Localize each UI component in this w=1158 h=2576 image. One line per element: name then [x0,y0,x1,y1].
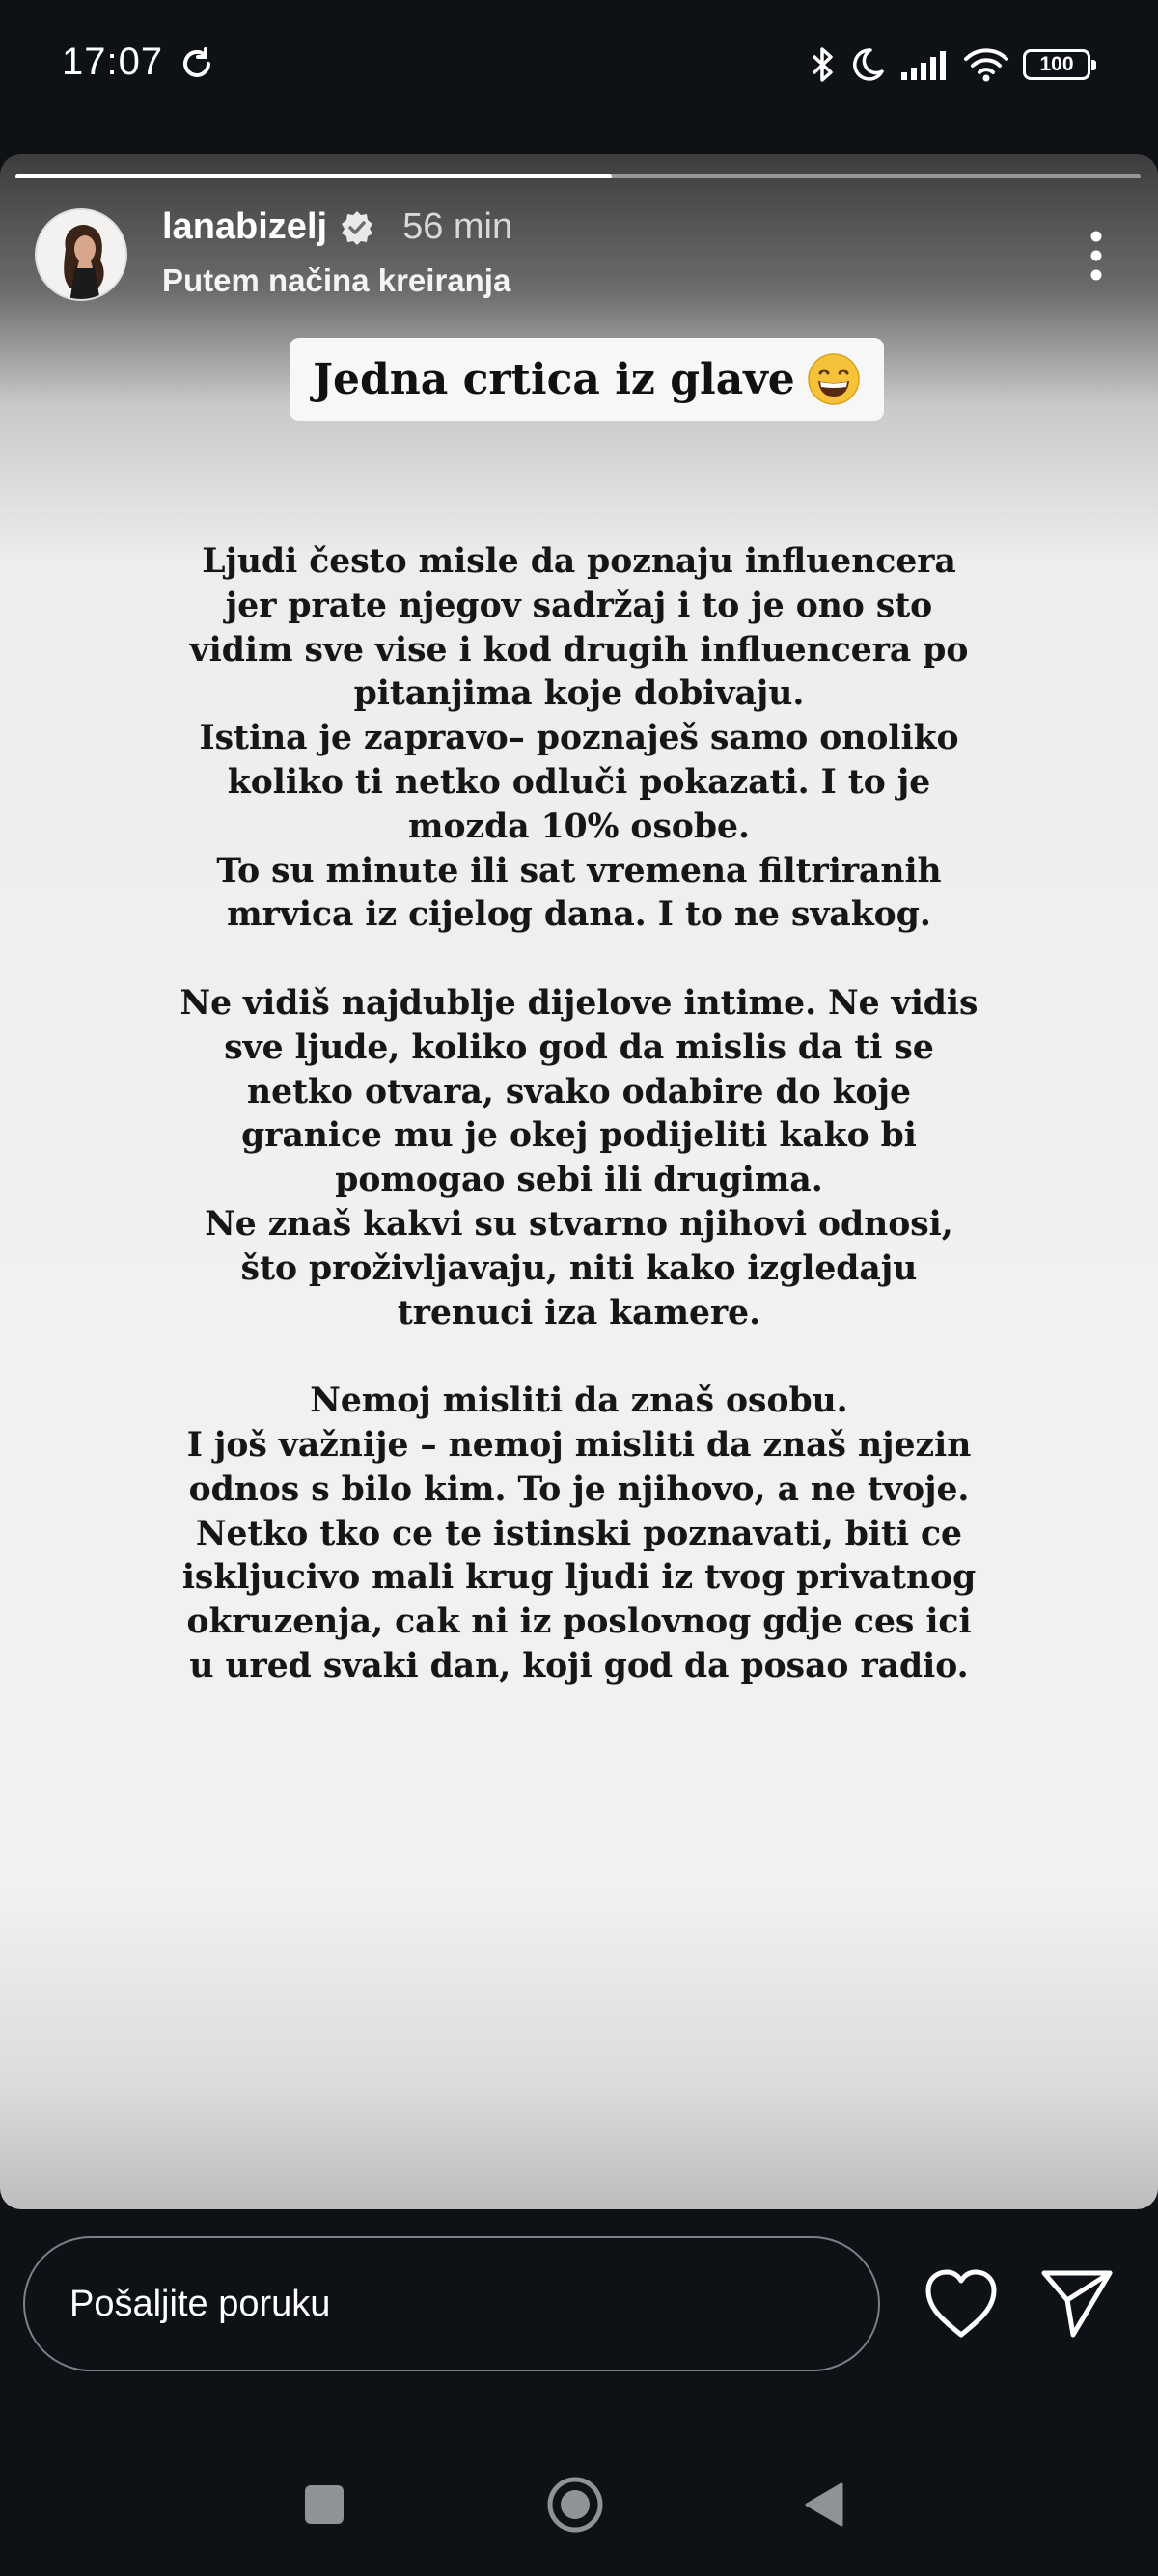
story-card[interactable] [0,154,1158,2209]
story-subtitle[interactable]: Putem načina kreiranja [162,262,511,298]
battery-icon [1023,49,1090,80]
status-bar [0,0,1158,135]
sync-icon [179,46,214,81]
username[interactable]: lanabizelj [162,206,328,247]
story-header [162,206,512,248]
back-icon[interactable] [803,2481,845,2528]
status-time: 17:07 [62,41,164,83]
battery-level: 100 [1039,53,1074,75]
send-icon[interactable] [1040,2265,1114,2339]
signal-icon [899,49,950,80]
story-paragraph: Ne vidiš najdublje dijelove intime. Ne vidis sve ljude, koliko god da mislis da ti se netko otvara, svako odabire do koje granice mu je okej podijeliti kako bi pomogao sebi ili drugima. Ne znaš kakvi su stvarno njihovi odnosi, što proživljavaju, niti kako izgledaju trenuci iza kamere. [179,983,979,1332]
story-progress-bar [15,174,1141,178]
grinning-face-icon [807,352,861,406]
story-paragraph: Nemoj misliti da znaš osobu. I još važnije – nemoj misliti da znaš njezin odnos s bilo kim. To je njihovo, a ne tvoje. Netko tko ce te istinski poznavati, biti ce iskljucivo mali krug ljudi iz tvog privatnog okruzenja, cak ni iz poslovnog gdje ces ici u ured svaki dan, koji god da posao radio. [181,1382,977,1685]
home-icon[interactable] [546,2476,604,2534]
avatar[interactable] [35,208,127,301]
recent-apps-icon[interactable] [305,2485,344,2524]
status-icons [811,41,1090,89]
verified-badge-icon [339,209,375,246]
like-heart-icon[interactable] [923,2267,1000,2341]
more-options-icon[interactable] [1089,230,1104,282]
story-headline: Jedna crtica iz glave [313,354,795,404]
moon-icon [849,46,886,83]
story-progress-fill [15,174,612,178]
avatar-image [37,210,127,301]
wifi-icon [963,46,1009,83]
headline-box [290,338,884,421]
time-ago: 56 min [402,206,513,247]
reply-bar [0,2209,1158,2431]
story-paragraph: Ljudi često misle da poznaju influencera jer prate njegov sadržaj i to je ono sto vidim sve vise i kod drugih influencera po pitanjima koje dobivaju. Istina je zapravo– poznaješ samo onoliko koliko ti netko odluči pokazati. I to je mozda 10% osobe. To su minute ili sat vremena filtriranih mrvica iz cijelog dana. I to ne svakog. [189,542,969,935]
story-text [145,540,1013,1734]
message-input[interactable] [23,2236,880,2371]
bluetooth-icon [811,45,836,84]
navigation-bar [0,2431,1158,2576]
